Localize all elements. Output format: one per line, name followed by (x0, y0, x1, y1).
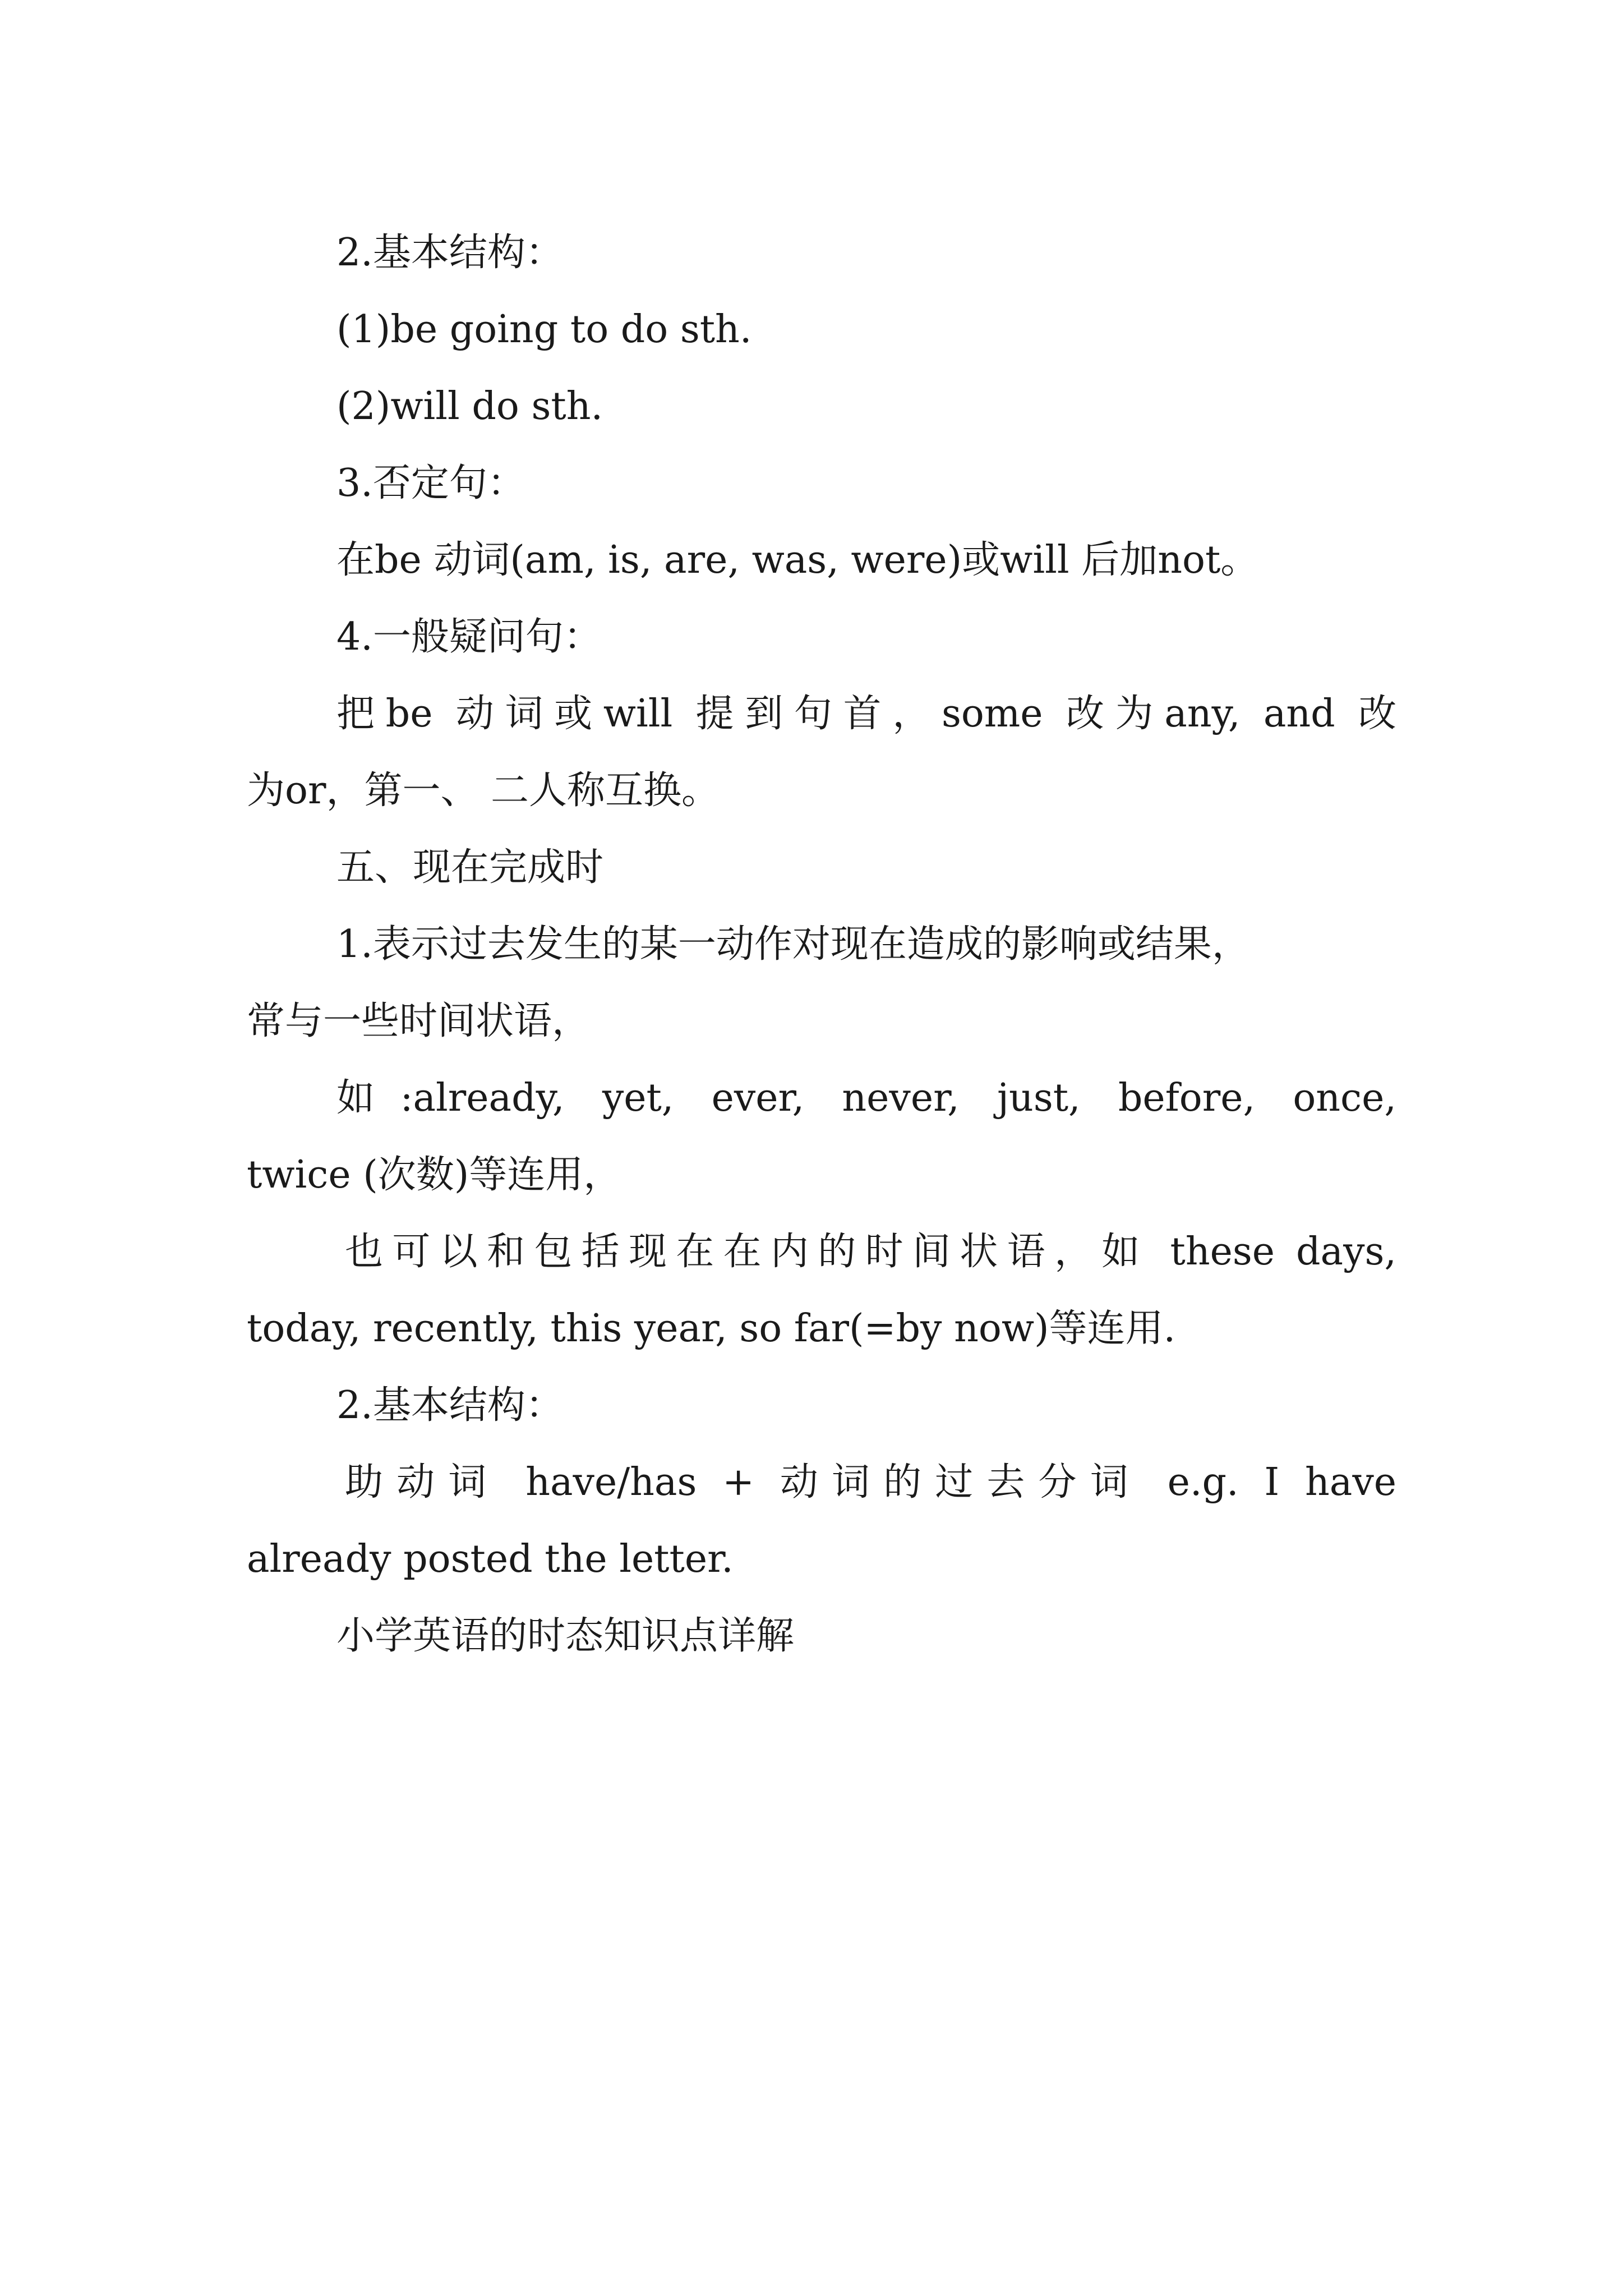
usage-text-cont: 常与一些时间状语， (247, 999, 591, 1043)
usage-text: 1.表示过去发生的某一动作对现在造成的影响或结果， (336, 922, 1250, 967)
document-footer-title: 小学英语的时态知识点详解 (336, 1614, 795, 1658)
question-rule-text: 把be 动词或will 提到句首，some 改为any, and 改 (336, 692, 1396, 736)
time-phrases-text: 也可以和包括现在在内的时间状语，如 these days, (345, 1230, 1396, 1274)
structure-item-2: (2)will do sth. (336, 384, 603, 429)
negative-rule-text: 在be 动词(am, is, are, was, were)或will 后加not。 (336, 538, 1259, 582)
structure-item-1: (1)be going to do sth. (336, 307, 752, 352)
heading-negative-sentence: 3.否定句： (336, 461, 525, 505)
question-rule-text-cont: 为or，第一、 二人称互换。 (247, 769, 720, 813)
structure-example-text: 助动词 have/has + 动词的过去分词 e.g. I have (345, 1460, 1396, 1504)
structure-example-text-cont: already posted the letter. (247, 1537, 734, 1581)
heading-basic-structure-2: 2.基本结构： (336, 1383, 564, 1428)
section-heading-present-perfect: 五、现在完成时 (336, 845, 604, 890)
time-phrases-text-cont: today, recently, this year, so far(=by now)等连用. (247, 1306, 1176, 1351)
heading-basic-structure: 2.基本结构： (336, 231, 564, 275)
heading-general-question: 4.一般疑问句： (336, 615, 602, 659)
document-body (247, 214, 1396, 1674)
time-adverbials-text-cont: twice (次数)等连用， (247, 1153, 622, 1197)
time-adverbials-text: 如:already, yet, ever, never, just, before, once, (336, 1076, 1396, 1120)
